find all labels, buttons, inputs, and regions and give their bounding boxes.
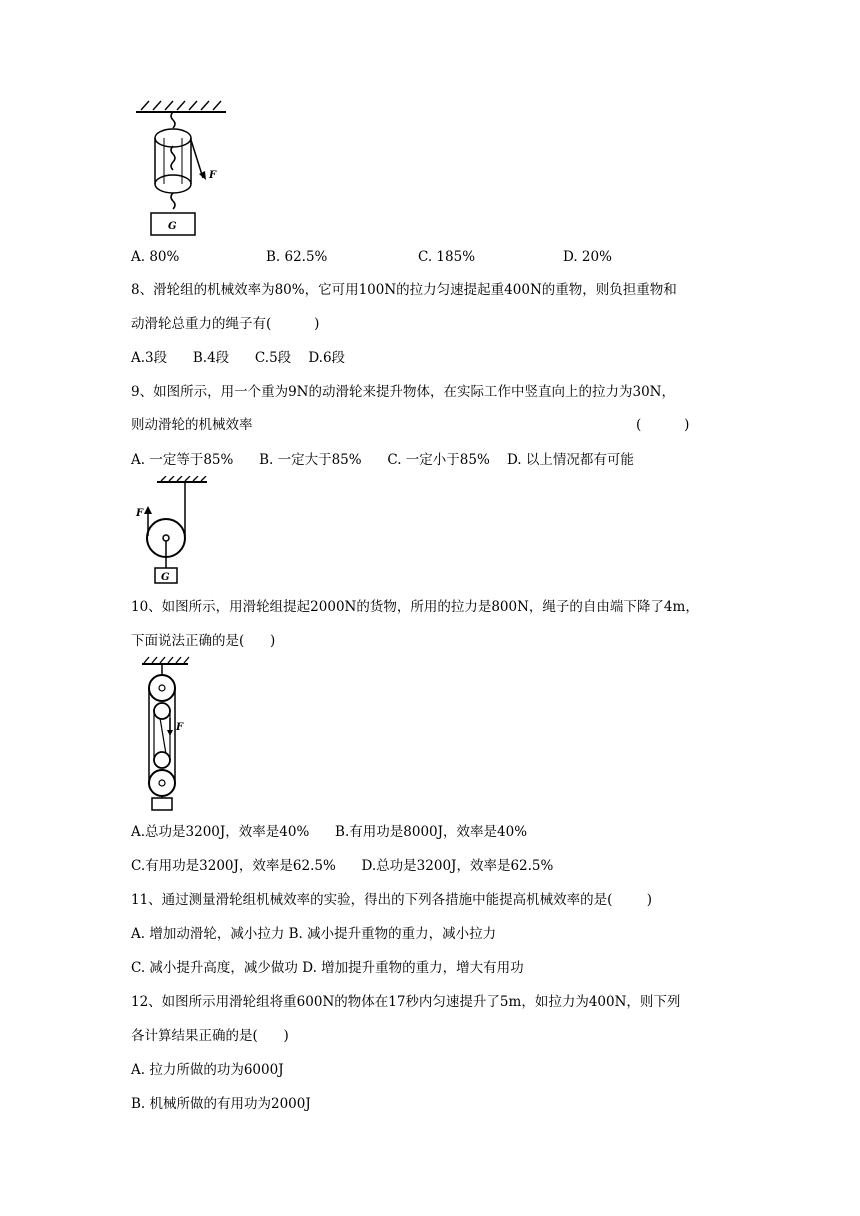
movable-pulley-figure-q9 <box>133 476 213 588</box>
pulley-block-figure-q10 <box>138 656 198 812</box>
weight-label: G <box>161 572 170 583</box>
q10-stem-line1: 10、如图所示，用滑轮组提起2000N的货物，所用的拉力是800N，绳子的自由端下降了4m， <box>131 599 699 615</box>
q8-options: A.3段 B.4段 C.5段 D.6段 <box>131 350 346 366</box>
q7-option-c: C. 185% <box>418 249 476 265</box>
q9-stem-line2: 则动滑轮的机械效率 <box>131 417 253 433</box>
q8-stem-line1: 8、滑轮组的机械效率为80%，它可用100N的拉力匀速提起重400N的重物，则负担重物和 <box>131 282 677 298</box>
q10-options-ab: A.总功是3200J，效率是40% B.有用功是8000J，效率是40% <box>131 824 528 840</box>
q7-option-d: D. 20% <box>563 249 612 265</box>
q9-stem-line1: 9、如图所示，用一个重为9N的动滑轮来提升物体，在实际工作中竖直向上的拉力为30N， <box>131 384 675 400</box>
q12-option-a: A. 拉力所做的功为6000J <box>131 1062 284 1078</box>
force-label: F <box>176 722 184 733</box>
q12-stem-line2: 各计算结果正确的是( ) <box>131 1028 289 1044</box>
q10-stem-line2: 下面说法正确的是( ) <box>131 633 276 649</box>
q12-stem-line1: 12、如图所示用滑轮组将重600N的物体在17秒内匀速提升了5m，如拉力为400N，则下列 <box>131 994 681 1010</box>
q7-option-b: B. 62.5% <box>266 249 328 265</box>
weight-label: G <box>168 221 177 232</box>
q8-stem-line2: 动滑轮总重力的绳子有( ) <box>131 316 320 332</box>
q9-options: A. 一定等于85% B. 一定大于85% C. 一定小于85% D. 以上情况都有可能 <box>131 452 634 468</box>
q12-option-b: B. 机械所做的有用功为2000J <box>131 1096 311 1112</box>
q9-answer-bracket: ( ) <box>636 417 690 433</box>
q11-options-ab: A. 增加动滑轮，减小拉力 B. 减小提升重物的重力，减小拉力 <box>131 926 497 942</box>
force-label: F <box>209 170 217 181</box>
q11-options-cd: C. 减小提升高度，减少做功 D. 增加提升重物的重力，增大有用功 <box>131 960 524 976</box>
force-label: F <box>136 508 144 519</box>
q7-option-a: A. 80% <box>131 249 180 265</box>
q11-stem: 11、通过测量滑轮组机械效率的实验，得出的下列各措施中能提高机械效率的是( ) <box>131 892 653 908</box>
pulley-block-figure-q7 <box>133 98 233 238</box>
q10-options-cd: C.有用功是3200J，效率是62.5% D.总功是3200J，效率是62.5% <box>131 858 554 874</box>
